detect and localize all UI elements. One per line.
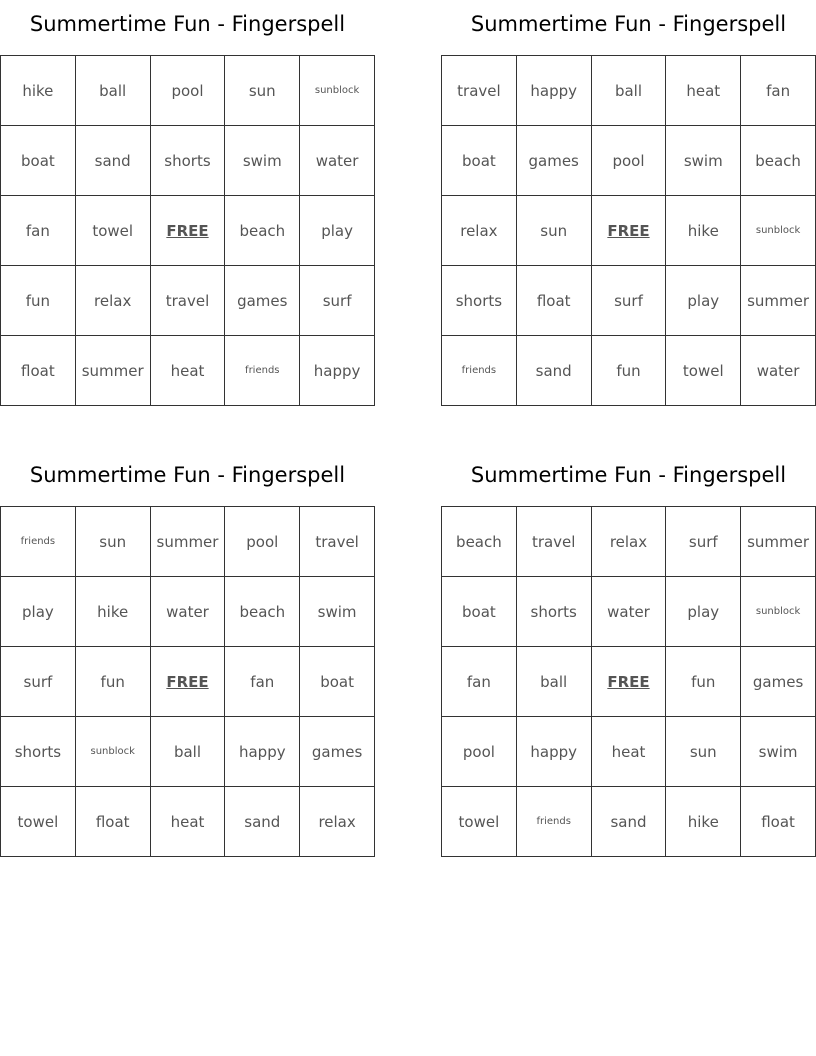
bingo-cell: relax	[442, 196, 517, 266]
bingo-cell: fan	[1, 196, 76, 266]
bingo-cell: boat	[442, 577, 517, 647]
bingo-cell: sunblock	[741, 196, 816, 266]
bingo-cell: sun	[225, 56, 300, 126]
bingo-cell: friends	[1, 507, 76, 577]
bingo-cell: shorts	[442, 266, 517, 336]
bingo-cell: travel	[442, 56, 517, 126]
bingo-cell: sand	[517, 336, 592, 406]
bingo-cell: games	[517, 126, 592, 196]
bingo-cell: relax	[76, 266, 151, 336]
bingo-cell: fan	[741, 56, 816, 126]
bingo-cell: hike	[1, 56, 76, 126]
bingo-cell: swim	[741, 717, 816, 787]
bingo-cell: sand	[76, 126, 151, 196]
bingo-cell: float	[517, 266, 592, 336]
bingo-cell: sun	[666, 717, 741, 787]
bingo-cell: pool	[225, 507, 300, 577]
bingo-cell: fan	[225, 647, 300, 717]
bingo-cell: play	[300, 196, 375, 266]
free-space-cell: FREE	[151, 196, 226, 266]
bingo-cell: heat	[151, 787, 226, 857]
bingo-grid	[441, 506, 816, 857]
bingo-cell: fun	[666, 647, 741, 717]
bingo-cell: hike	[76, 577, 151, 647]
bingo-cell: play	[666, 577, 741, 647]
bingo-cell: friends	[225, 336, 300, 406]
bingo-cell: travel	[517, 507, 592, 577]
bingo-cell: travel	[151, 266, 226, 336]
bingo-cell: boat	[442, 126, 517, 196]
bingo-cell: ball	[151, 717, 226, 787]
bingo-cell: towel	[76, 196, 151, 266]
bingo-cell: sun	[517, 196, 592, 266]
bingo-cell: hike	[666, 787, 741, 857]
bingo-cell: fun	[592, 336, 667, 406]
bingo-cell: boat	[300, 647, 375, 717]
bingo-cell: summer	[741, 266, 816, 336]
bingo-cell: pool	[151, 56, 226, 126]
bingo-cell: surf	[666, 507, 741, 577]
bingo-cell: beach	[225, 577, 300, 647]
bingo-cell: happy	[300, 336, 375, 406]
bingo-cell: beach	[225, 196, 300, 266]
bingo-cell: swim	[225, 126, 300, 196]
bingo-cell: shorts	[517, 577, 592, 647]
bingo-cell: towel	[442, 787, 517, 857]
card-title: Summertime Fun - Fingerspell	[29, 463, 346, 487]
bingo-cell: games	[300, 717, 375, 787]
bingo-cell: heat	[151, 336, 226, 406]
bingo-cell: sunblock	[76, 717, 151, 787]
bingo-cell: water	[592, 577, 667, 647]
bingo-cell: sand	[592, 787, 667, 857]
bingo-cell: summer	[741, 507, 816, 577]
bingo-cell: games	[225, 266, 300, 336]
bingo-cell: fan	[442, 647, 517, 717]
free-space-cell: FREE	[151, 647, 226, 717]
bingo-cell: beach	[442, 507, 517, 577]
bingo-grid	[0, 506, 375, 857]
bingo-cell: beach	[741, 126, 816, 196]
bingo-cell: fun	[76, 647, 151, 717]
bingo-cell: happy	[517, 56, 592, 126]
bingo-grid	[441, 55, 816, 406]
bingo-cell: summer	[151, 507, 226, 577]
bingo-cell: float	[1, 336, 76, 406]
bingo-cell: hike	[666, 196, 741, 266]
bingo-cell: summer	[76, 336, 151, 406]
bingo-cell: float	[76, 787, 151, 857]
bingo-cell: sand	[225, 787, 300, 857]
bingo-cell: ball	[592, 56, 667, 126]
bingo-cell: ball	[517, 647, 592, 717]
bingo-cell: friends	[442, 336, 517, 406]
bingo-cell: sun	[76, 507, 151, 577]
bingo-cell: shorts	[1, 717, 76, 787]
bingo-cell: play	[666, 266, 741, 336]
bingo-cell: towel	[1, 787, 76, 857]
bingo-cell: sunblock	[741, 577, 816, 647]
bingo-cell: water	[741, 336, 816, 406]
bingo-cell: towel	[666, 336, 741, 406]
bingo-cell: play	[1, 577, 76, 647]
free-space-cell: FREE	[592, 647, 667, 717]
card-title: Summertime Fun - Fingerspell	[470, 463, 787, 487]
bingo-cell: happy	[225, 717, 300, 787]
bingo-cell: shorts	[151, 126, 226, 196]
bingo-cell: fun	[1, 266, 76, 336]
bingo-cell: surf	[592, 266, 667, 336]
bingo-cell: pool	[442, 717, 517, 787]
bingo-cell: sunblock	[300, 56, 375, 126]
bingo-cell: relax	[592, 507, 667, 577]
card-title: Summertime Fun - Fingerspell	[29, 12, 346, 36]
bingo-cell: boat	[1, 126, 76, 196]
bingo-cell: relax	[300, 787, 375, 857]
bingo-cell: swim	[666, 126, 741, 196]
bingo-cell: heat	[666, 56, 741, 126]
free-space-cell: FREE	[592, 196, 667, 266]
bingo-cell: ball	[76, 56, 151, 126]
bingo-grid	[0, 55, 375, 406]
bingo-cell: water	[300, 126, 375, 196]
bingo-cell: games	[741, 647, 816, 717]
card-title: Summertime Fun - Fingerspell	[470, 12, 787, 36]
bingo-cell: heat	[592, 717, 667, 787]
bingo-cell: float	[741, 787, 816, 857]
bingo-cell: friends	[517, 787, 592, 857]
bingo-cell: surf	[300, 266, 375, 336]
bingo-cell: pool	[592, 126, 667, 196]
bingo-cell: happy	[517, 717, 592, 787]
bingo-cell: swim	[300, 577, 375, 647]
bingo-cell: travel	[300, 507, 375, 577]
bingo-cell: water	[151, 577, 226, 647]
bingo-cell: surf	[1, 647, 76, 717]
